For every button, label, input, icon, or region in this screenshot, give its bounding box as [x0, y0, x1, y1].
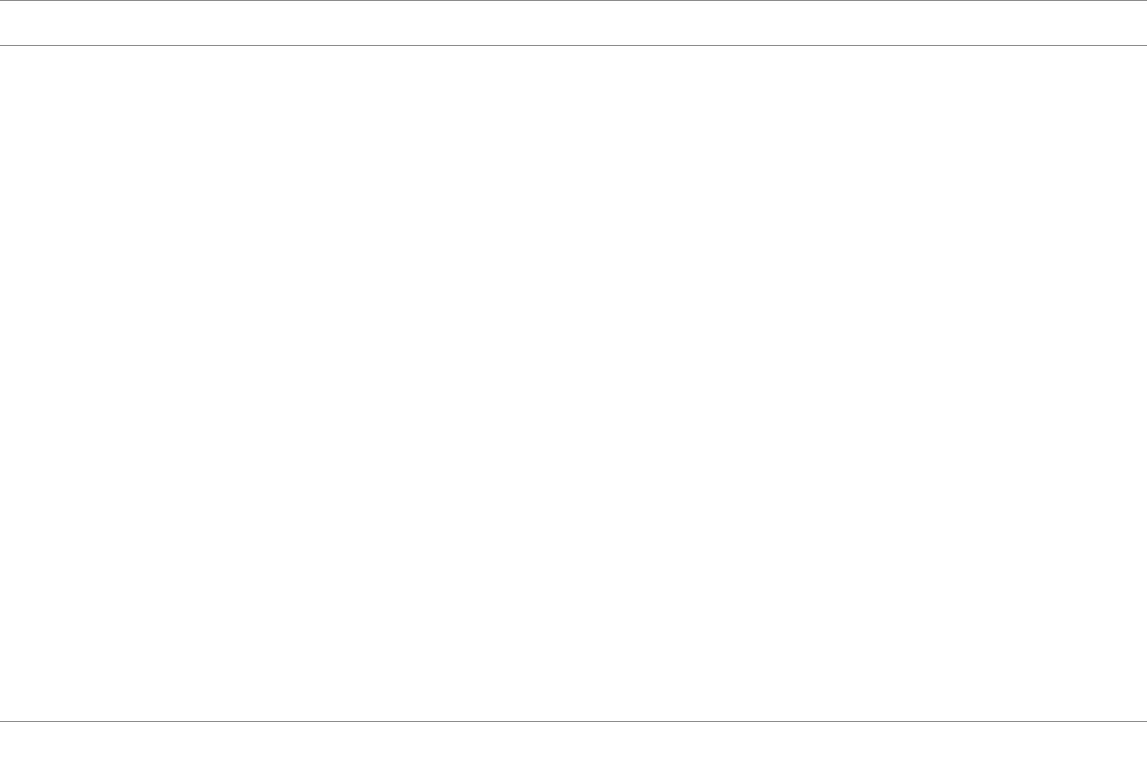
header-row	[0, 8, 1147, 34]
top-rule	[0, 0, 1147, 1]
bottom-rule	[0, 721, 1147, 722]
header-rule	[0, 45, 1147, 46]
